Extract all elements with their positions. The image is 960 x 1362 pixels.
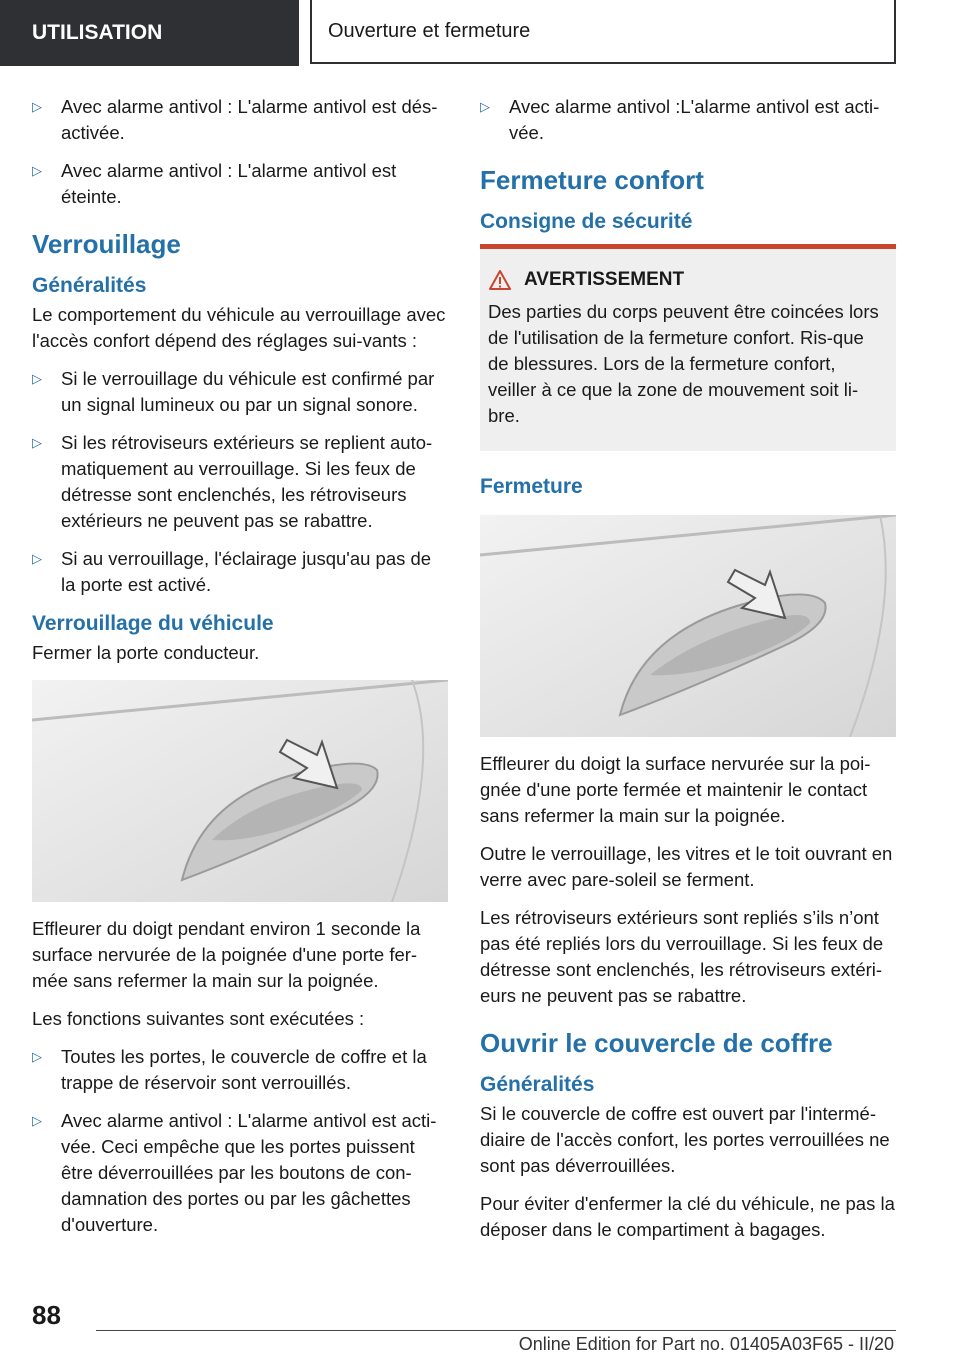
chapter-tab: Ouverture et fermeture bbox=[310, 0, 896, 64]
heading-fermeture: Fermeture bbox=[480, 475, 583, 498]
heading-ouvrir-coffre: Ouvrir le couvercle de coffre bbox=[480, 1028, 833, 1058]
paragraph-effleurer-right: Effleurer du doigt la surface nervurée sur la poi-gnée d'une porte fermée et maintenir le contact sans refermer la main sur la poignée. bbox=[480, 753, 871, 826]
arrow-bullet-icon: ▷ bbox=[32, 1049, 42, 1064]
right-top-bullet-list bbox=[480, 94, 896, 146]
left-column bbox=[32, 94, 448, 1250]
warning-title: AVERTISSEMENT bbox=[524, 269, 685, 290]
arrow-bullet-icon: ▷ bbox=[32, 1113, 42, 1128]
arrow-bullet-icon: ▷ bbox=[480, 99, 490, 114]
footer-divider bbox=[96, 1330, 896, 1331]
paragraph-fermer: Fermer la porte conducteur. bbox=[32, 642, 260, 663]
list-item: ▷ Si les rétroviseurs extérieurs se replient auto-matiquement au verrouillage. Si les feux de détresse sont enclenchés, les rétroviseurs extérieurs ne peuvent pas se rabattre. bbox=[32, 432, 433, 531]
heading-generalites: Généralités bbox=[32, 274, 147, 297]
warning-triangle-icon bbox=[488, 269, 512, 291]
page-number: 88 bbox=[32, 1300, 61, 1330]
list-item: ▷ Avec alarme antivol : L'alarme antivol est éteinte. bbox=[32, 160, 397, 207]
door-handle-image bbox=[32, 680, 448, 902]
arrow-bullet-icon: ▷ bbox=[32, 163, 42, 178]
list-item: ▷ Avec alarme antivol : L'alarme antivol est dés-activée. bbox=[32, 96, 438, 143]
arrow-bullet-icon: ▷ bbox=[32, 435, 42, 450]
paragraph-retro: Les rétroviseurs extérieurs sont repliés s’ils n’ont pas été repliés lors du verrouillage. Si les feux de détresse sont enclenchés, les rétroviseurs extéri-eurs ne peuvent pas se rabattre. bbox=[480, 907, 884, 1006]
paragraph-effleurer: Effleurer du doigt pendant environ 1 seconde la surface nervurée de la poignée d'une porte fer-mée sans refermer la main sur la poignée. bbox=[32, 918, 421, 991]
warning-box bbox=[480, 244, 896, 451]
list-item: ▷ Si le verrouillage du véhicule est confirmé par un signal lumineux ou par un signal sonore. bbox=[32, 368, 435, 415]
paragraph-generalites: Le comportement du véhicule au verrouillage avec l'accès confort dépend des réglages sui-vants : bbox=[32, 304, 446, 351]
heading-verrouillage-vehicule: Verrouillage du véhicule bbox=[32, 612, 274, 635]
list-item: ▷ Avec alarme antivol : L'alarme antivol est acti-vée. Ceci empêche que les portes puissent être déverrouillées par les boutons de con-damnation des portes ou par les gâchettes d'ouverture. bbox=[32, 1110, 437, 1235]
page-header bbox=[0, 0, 960, 66]
heading-consigne: Consigne de sécurité bbox=[480, 210, 693, 233]
fonctions-bullet-list bbox=[32, 1044, 448, 1238]
paragraph-ouvrir-2: Pour éviter d'enfermer la clé du véhicule, ne pas la déposer dans le compartiment à bagages. bbox=[480, 1193, 895, 1240]
heading-fermeture-confort: Fermeture confort bbox=[480, 165, 704, 195]
heading-generalites-right: Généralités bbox=[480, 1073, 595, 1096]
arrow-bullet-icon: ▷ bbox=[32, 551, 42, 566]
paragraph-ouvrir-1: Si le couvercle de coffre est ouvert par l'intermé-diaire de l'accès confort, les portes verrouillées ne sont pas déverrouillées. bbox=[480, 1103, 890, 1176]
arrow-bullet-icon: ▷ bbox=[32, 99, 42, 114]
heading-verrouillage: Verrouillage bbox=[32, 229, 181, 259]
arrow-bullet-icon: ▷ bbox=[32, 371, 42, 386]
generalites-bullet-list bbox=[32, 366, 448, 598]
right-column bbox=[480, 94, 896, 1255]
warning-header bbox=[488, 269, 888, 291]
footer-edition: Online Edition for Part no. 01405A03F65 - II/20 bbox=[518, 1334, 894, 1354]
list-item: ▷ Si au verrouillage, l'éclairage jusqu'au pas de la porte est activé. bbox=[32, 548, 432, 595]
paragraph-fonctions: Les fonctions suivantes sont exécutées : bbox=[32, 1008, 365, 1029]
list-item: ▷ Avec alarme antivol :L'alarme antivol est acti-vée. bbox=[480, 96, 880, 143]
section-tab: UTILISATION bbox=[0, 0, 299, 66]
door-handle-image-2 bbox=[480, 515, 896, 737]
list-item: ▷ Toutes les portes, le couvercle de coffre et la trappe de réservoir sont verrouillés. bbox=[32, 1046, 427, 1093]
warning-text: Des parties du corps peuvent être coincées lors de l'utilisation de la fermeture confort. Ris-que de blessures. Lors de la fermeture confort, veiller à ce que la zone de mouvement soit li-bre. bbox=[488, 301, 879, 426]
top-bullet-list bbox=[32, 94, 448, 210]
paragraph-outre: Outre le verrouillage, les vitres et le toit ouvrant en verre avec pare-soleil se ferment. bbox=[480, 843, 893, 890]
